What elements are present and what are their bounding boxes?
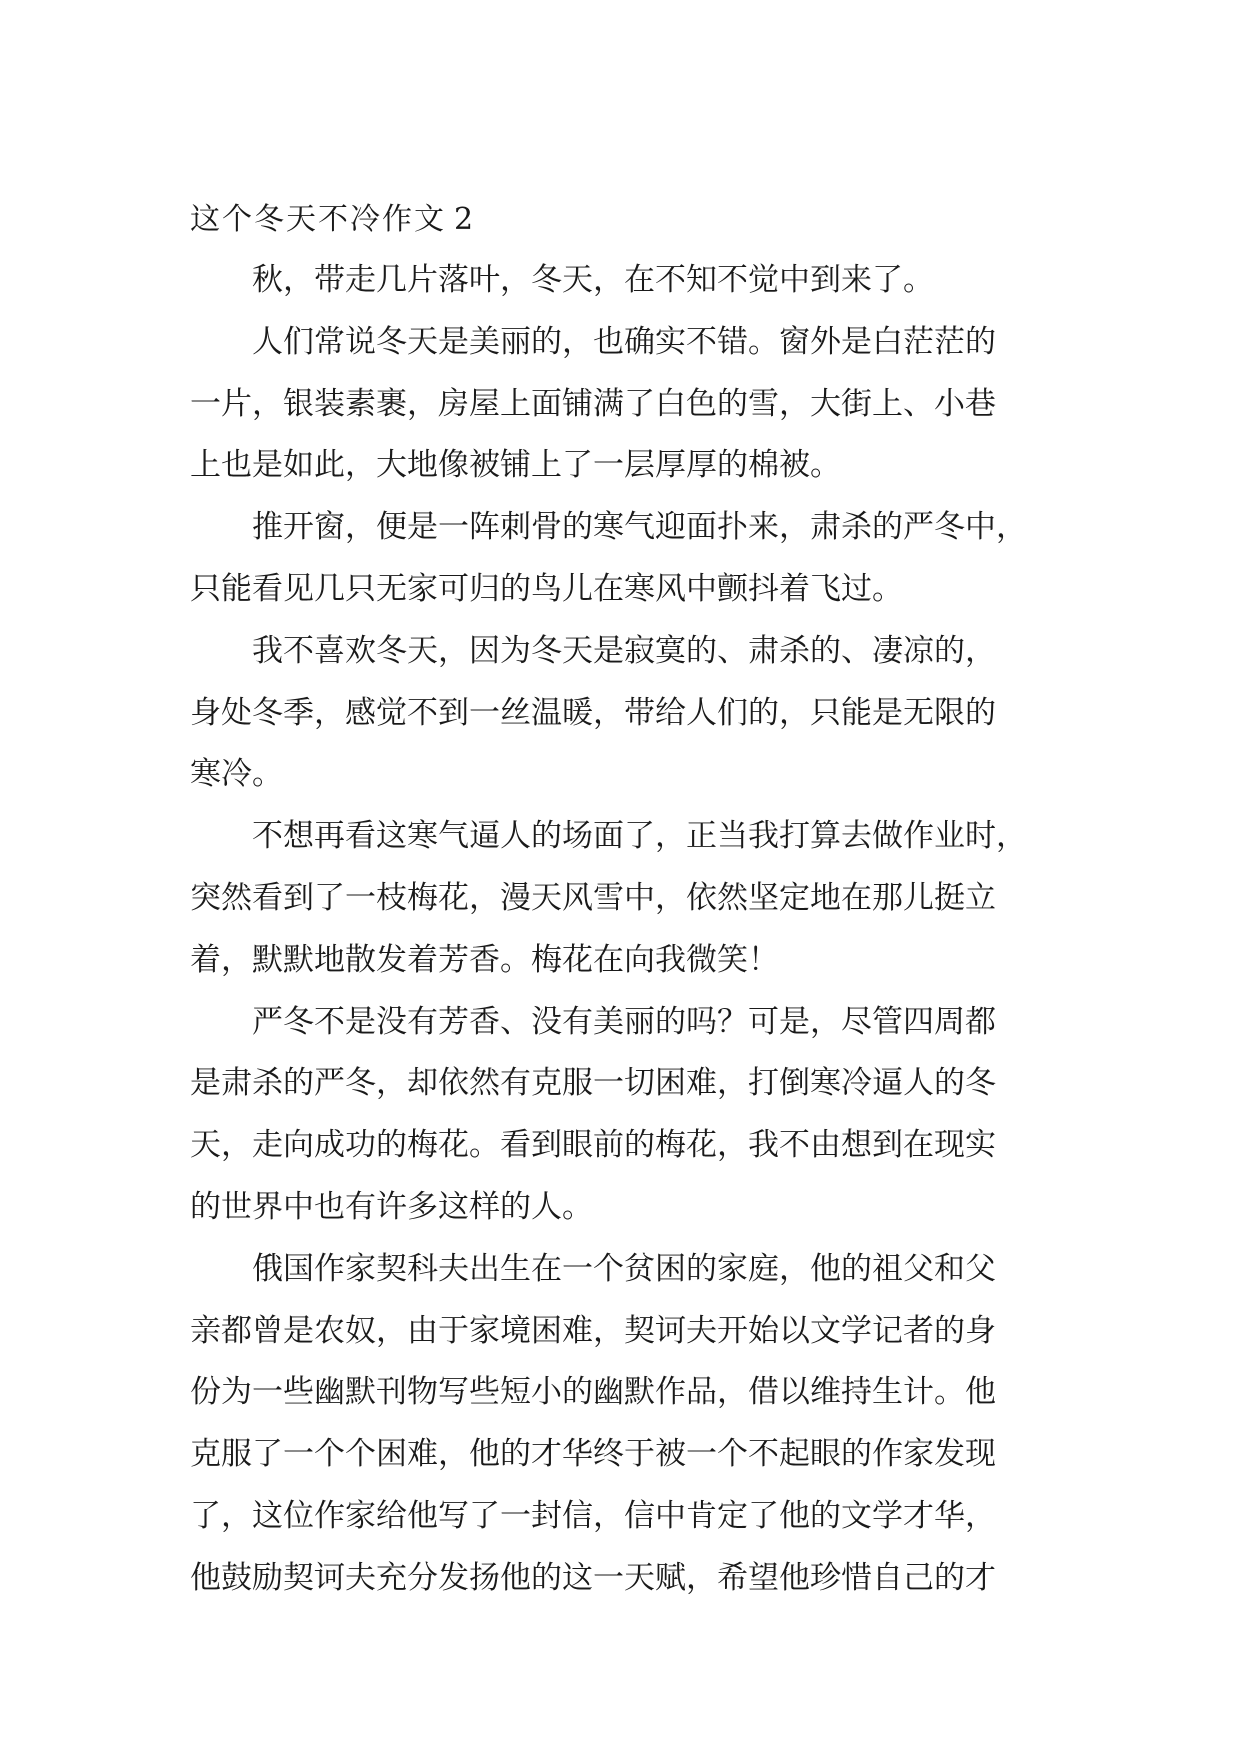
document-body <box>190 190 1060 1610</box>
paragraph-line: 寒冷。 <box>190 756 283 793</box>
paragraph-line: 的世界中也有许多这样的人。 <box>190 1188 593 1225</box>
paragraph-line: 了，这位作家给他写了一封信，信中肯定了他的文学才华， <box>190 1497 996 1534</box>
title-text: 这个冬天不冷作文 <box>190 202 446 237</box>
paragraph-line: 着，默默地散发着芳香。梅花在向我微笑！ <box>190 941 779 978</box>
paragraph-line: 只能看见几只无家可归的鸟儿在寒风中颤抖着飞过。 <box>190 570 903 607</box>
paragraph-line: 亲都曾是农奴，由于家境困难，契诃夫开始以文学记者的身 <box>190 1312 996 1349</box>
paragraph-line: 我不喜欢冬天，因为冬天是寂寞的、肃杀的、凄凉的， <box>252 632 996 669</box>
paragraph-line: 他鼓励契诃夫充分发扬他的这一天赋，希望他珍惜自己的才 <box>190 1559 996 1596</box>
paragraph-line: 一片，银装素裹，房屋上面铺满了白色的雪，大街上、小巷 <box>190 385 996 422</box>
paragraph-line: 身处冬季，感觉不到一丝温暖，带给人们的，只能是无限的 <box>190 694 996 731</box>
paragraph-2 <box>190 312 1060 497</box>
paragraph-line: 突然看到了一枝梅花，漫天风雪中，依然坚定地在那儿挺立 <box>190 879 996 916</box>
paragraph-line: 不想再看这寒气逼人的场面了，正当我打算去做作业时， <box>252 818 1027 855</box>
paragraph-7 <box>190 1239 1060 1610</box>
paragraph-line: 上也是如此，大地像被铺上了一层厚厚的棉被。 <box>190 447 841 484</box>
title-number: 2 <box>454 202 476 237</box>
paragraph-line: 是肃杀的严冬，却依然有克服一切困难，打倒寒冷逼人的冬 <box>190 1065 996 1102</box>
paragraph-4 <box>190 621 1060 806</box>
paragraph-3 <box>190 497 1060 621</box>
paragraph-line: 人们常说冬天是美丽的，也确实不错。窗外是白茫茫的 <box>252 323 996 360</box>
paragraph-line: 份为一些幽默刊物写些短小的幽默作品，借以维持生计。他 <box>190 1374 996 1411</box>
paragraph-line: 推开窗，便是一阵刺骨的寒气迎面扑来，肃杀的严冬中， <box>252 509 1027 546</box>
paragraph-5 <box>190 806 1060 991</box>
paragraph-line: 克服了一个个困难，他的才华终于被一个不起眼的作家发现 <box>190 1436 996 1473</box>
document-title <box>190 190 1060 250</box>
paragraph-line: 严冬不是没有芳香、没有美丽的吗？可是，尽管四周都 <box>252 1003 996 1040</box>
paragraph-6 <box>190 992 1060 1239</box>
paragraph-line: 俄国作家契科夫出生在一个贫困的家庭，他的祖父和父 <box>252 1250 996 1287</box>
paragraph-line: 秋，带走几片落叶，冬天，在不知不觉中到来了。 <box>252 262 934 298</box>
paragraph-1 <box>190 250 1060 312</box>
paragraph-line: 天，走向成功的梅花。看到眼前的梅花，我不由想到在现实 <box>190 1127 996 1164</box>
